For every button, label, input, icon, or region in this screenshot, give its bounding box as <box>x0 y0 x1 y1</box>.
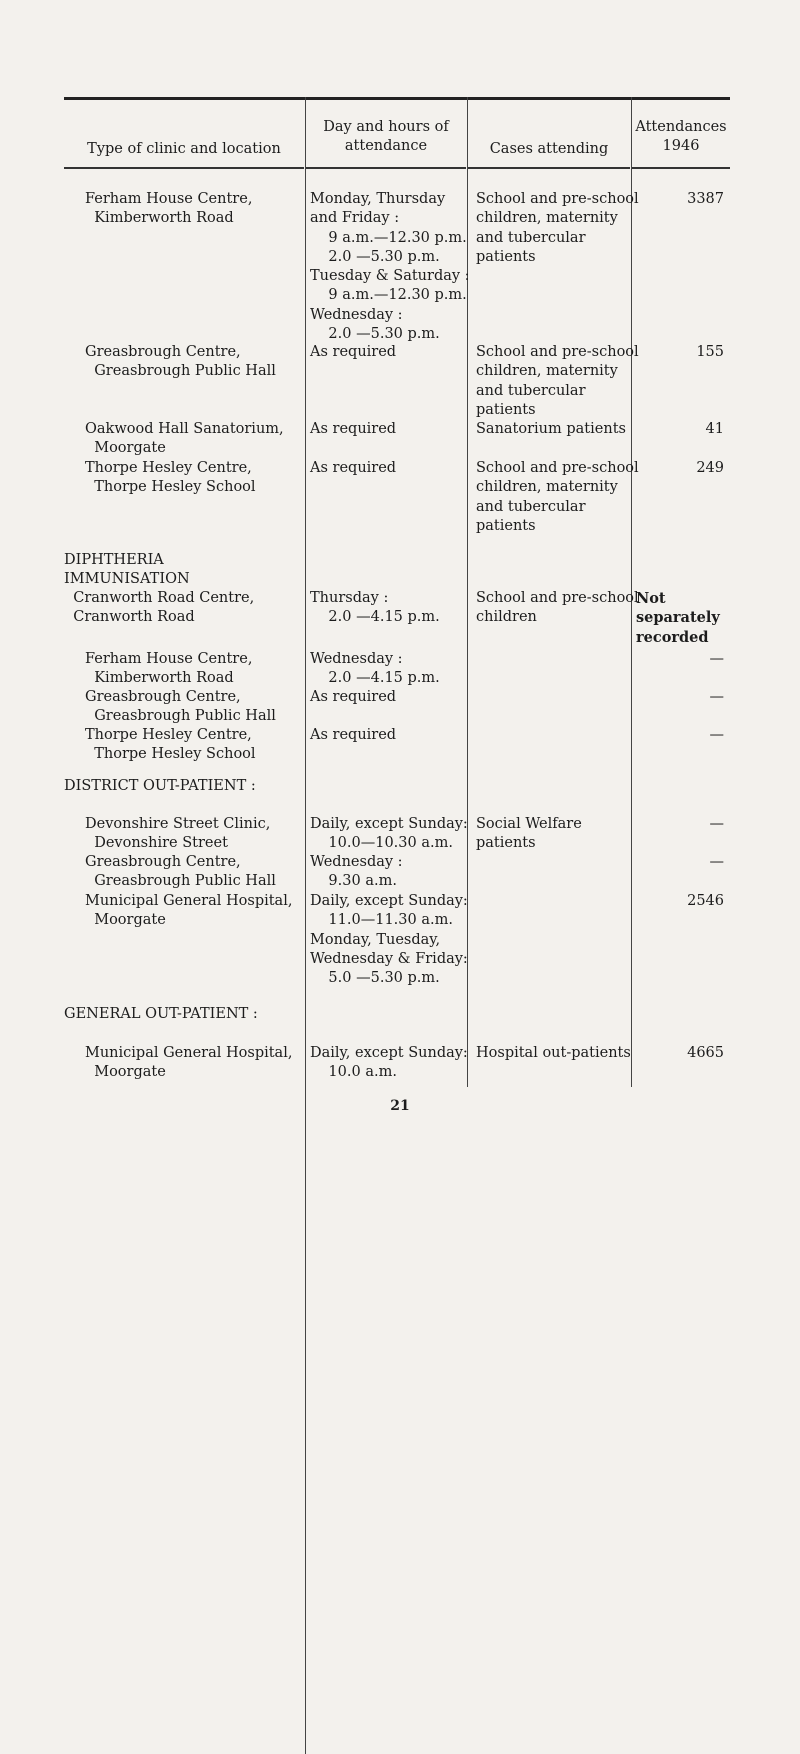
hours-cell: As required <box>310 727 397 743</box>
header-attendances: Attendances 1946 <box>635 119 727 155</box>
attendance-cell: 155 <box>696 344 724 360</box>
hours-cell: Daily, except Sunday: 10.0—10.30 a.m. <box>310 816 468 852</box>
location-cell: Municipal General Hospital, Moorgate <box>85 893 293 929</box>
location-cell: Devonshire Street Clinic, Devonshire Street <box>85 816 271 852</box>
hours-cell: As required <box>310 460 397 476</box>
section-heading-district: DISTRICT OUT-PATIENT : <box>64 778 256 794</box>
hours-cell: Monday, Thursday and Friday : 9 a.m.—12.30 p.m. 2.0 —5.30 p.m. Tuesday & Saturday : 9 a.m.—12.30 p.m. Wednesday : 2.0 —5.30 p.m. <box>310 191 470 343</box>
header-underline <box>632 167 730 169</box>
attendance-cell: 249 <box>696 460 724 476</box>
location-cell: Thorpe Hesley Centre, Thorpe Hesley School <box>85 727 256 763</box>
attendance-cell: — <box>709 854 724 870</box>
attendance-cell: — <box>709 689 724 705</box>
attendance-cell: 4665 <box>687 1045 724 1061</box>
hours-cell: Daily, except Sunday: 10.0 a.m. <box>310 1045 468 1081</box>
location-cell: Greasbrough Centre, Greasbrough Public Hall <box>85 344 276 380</box>
hours-cell: As required <box>310 344 397 360</box>
section-heading-general: GENERAL OUT-PATIENT : <box>64 1006 258 1022</box>
location-cell: Ferham House Centre, Kimberworth Road <box>85 191 253 227</box>
hours-cell: Wednesday : 9.30 a.m. <box>310 854 403 890</box>
header-day-hours: Day and hours of attendance <box>323 119 449 155</box>
hours-cell: As required <box>310 689 397 705</box>
attendance-cell: Not separately recorded <box>636 590 720 646</box>
location-cell: Municipal General Hospital, Moorgate <box>85 1045 293 1081</box>
hours-cell: As required <box>310 421 397 437</box>
cases-cell: Sanatorium patients <box>476 421 626 437</box>
cases-cell: School and pre-school children, maternity and tubercular patients <box>476 191 639 265</box>
hours-cell: Wednesday : 2.0 —4.15 p.m. <box>310 651 440 687</box>
header-underline <box>306 167 466 169</box>
column-divider <box>305 764 306 1754</box>
header-type-location: Type of clinic and location <box>87 141 281 157</box>
section-heading-diphtheria: DIPHTHERIA IMMUNISATION <box>64 552 190 588</box>
location-cell: Oakwood Hall Sanatorium, Moorgate <box>85 421 284 457</box>
cases-cell: School and pre-school children, maternity and tubercular patients <box>476 460 639 534</box>
cases-cell: School and pre-school children <box>476 590 639 626</box>
page-number: 21 <box>390 1098 410 1114</box>
location-cell: Greasbrough Centre, Greasbrough Public Hall <box>85 854 276 890</box>
attendance-cell: — <box>709 727 724 743</box>
location-cell: Ferham House Centre, Kimberworth Road <box>85 651 253 687</box>
attendance-cell: 41 <box>705 421 724 437</box>
cases-cell: School and pre-school children, maternity and tubercular patients <box>476 344 639 418</box>
location-cell: Thorpe Hesley Centre, Thorpe Hesley School <box>85 460 256 496</box>
location-cell: Greasbrough Centre, Greasbrough Public Hall <box>85 689 276 725</box>
attendance-cell: 3387 <box>687 191 724 207</box>
hours-cell: Thursday : 2.0 —4.15 p.m. <box>310 590 440 626</box>
header-underline <box>468 167 630 169</box>
cases-cell: Social Welfare patients <box>476 816 582 852</box>
attendance-cell: 2546 <box>687 893 724 909</box>
header-underline <box>64 167 304 169</box>
location-cell: Cranworth Road Centre, Cranworth Road <box>73 590 255 626</box>
attendance-cell: — <box>709 816 724 832</box>
attendance-cell: — <box>709 651 724 667</box>
header-cases: Cases attending <box>489 141 609 157</box>
hours-cell: Daily, except Sunday: 11.0—11.30 a.m. Monday, Tuesday, Wednesday & Friday: 5.0 —5.30 p.m. <box>310 893 468 987</box>
cases-cell: Hospital out-patients <box>476 1045 631 1061</box>
